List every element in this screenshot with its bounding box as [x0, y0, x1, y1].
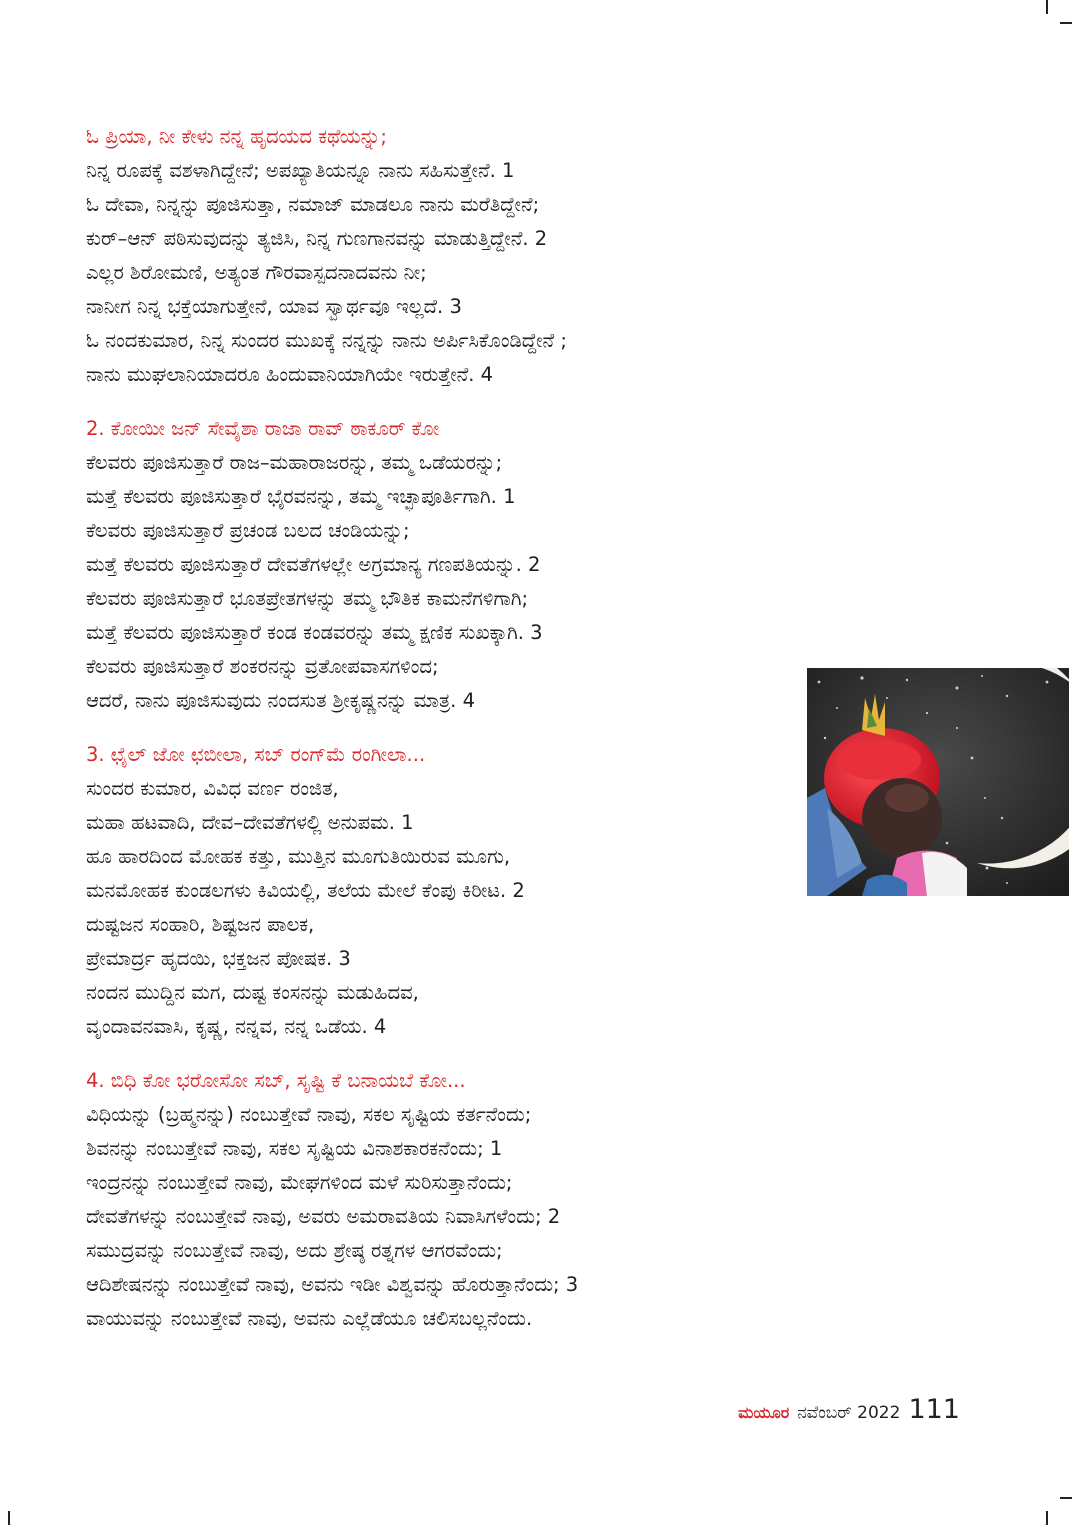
krishna-moon-illustration [807, 668, 1069, 896]
verse-line: ನಾನು ಮುಘಲಾನಿಯಾದರೂ ಹಿಂದುವಾನಿಯಾಗಿಯೇ ಇರುತ್ತೇನೆ. 4 [86, 363, 494, 386]
verse-line: ಎಲ್ಲರ ಶಿರೋಮಣಿ, ಅತ್ಯಂತ ಗೌರವಾಸ್ಪದನಾದವನು ನೀ; [86, 261, 427, 284]
verse-line: ಸುಂದರ ಕುಮಾರ, ವಿವಿಧ ವರ್ಣ ರಂಜಿತ, [86, 777, 339, 800]
issue-date: ನವೆಂಬರ್ 2022 [797, 1403, 901, 1423]
verse-line: ಓ ನಂದಕುಮಾರ, ನಿನ್ನ ಸುಂದರ ಮುಖಕ್ಕೆ ನನ್ನನ್ನು ನಾನು ಅರ್ಪಿಸಿಕೊಂಡಿದ್ದೇನೆ ; [86, 329, 567, 352]
stanza-4 [86, 1064, 806, 1336]
stanza-heading: ಓ ಪ್ರಿಯಾ, ನೀ ಕೇಳು ನನ್ನ ಹೃದಯದ ಕಥೆಯನ್ನು; [86, 125, 387, 148]
crop-mark-bottom-left [8, 1511, 10, 1525]
verse-line: ಇಂದ್ರನನ್ನು ನಂಬುತ್ತೇವೆ ನಾವು, ಮೇಘಗಳಿಂದ ಮಳೆ ಸುರಿಸುತ್ತಾನೆಂದು; [86, 1171, 513, 1194]
stanza-3 [86, 738, 806, 1044]
verse-line: ಕೆಲವರು ಪೂಜಿಸುತ್ತಾರೆ ಶಂಕರನನ್ನು ವ್ರತೋಪವಾಸಗಳಿಂದ; [86, 655, 439, 678]
stanza-heading: 4. ಬಿಧಿ ಕೋ ಭರೋಸೋ ಸಬ್, ಸೃಷ್ಟಿ ಕೆ ಬನಾಯಬೆ ಕೋ... [86, 1069, 466, 1092]
verse-line: ನಾನೀಗ ನಿನ್ನ ಭಕ್ತೆಯಾಗುತ್ತೇನೆ, ಯಾವ ಸ್ವಾರ್ಥವೂ ಇಲ್ಲದೆ. 3 [86, 295, 462, 318]
page-number: 111 [908, 1394, 960, 1425]
crop-mark-top-right [1046, 0, 1048, 14]
verse-line: ವಾಯುವನ್ನು ನಂಬುತ್ತೇವೆ ನಾವು, ಅವನು ಎಲ್ಲೆಡೆಯೂ ಚಲಿಸಬಲ್ಲನೆಂದು. [86, 1307, 533, 1330]
poem-content [86, 120, 806, 1356]
crop-mark-right-lower [1060, 1497, 1072, 1499]
stanza-heading: 2. ಕೋಯೀ ಜನ್ ಸೇವೈಶಾ ರಾಜಾ ರಾವ್ ಠಾಕೂರ್ ಕೋ [86, 417, 440, 440]
magazine-brand: ಮಯೂರ [738, 1403, 790, 1422]
verse-line: ಶಿವನನ್ನು ನಂಬುತ್ತೇವೆ ನಾವು, ಸಕಲ ಸೃಷ್ಟಿಯ ವಿನಾಶಕಾರಕನೆಂದು; 1 [86, 1137, 503, 1160]
verse-line: ವೃಂದಾವನವಾಸಿ, ಕೃಷ್ಣ, ನನ್ನವ, ನನ್ನ ಒಡೆಯ. 4 [86, 1015, 387, 1038]
verse-line: ಹೂ ಹಾರದಿಂದ ಮೋಹಕ ಕತ್ತು, ಮುತ್ತಿನ ಮೂಗುತಿಯಿರುವ ಮೂಗು, [86, 845, 511, 868]
verse-line: ಸಮುದ್ರವನ್ನು ನಂಬುತ್ತೇವೆ ನಾವು, ಅದು ಶ್ರೇಷ್ಠ ರತ್ನಗಳ ಆಗರವೆಂದು; [86, 1239, 503, 1262]
stanza-1 [86, 120, 806, 392]
verse-line: ಆದರೆ, ನಾನು ಪೂಜಿಸುವುದು ನಂದಸುತ ಶ್ರೀಕೃಷ್ಣನನ್ನು ಮಾತ್ರ. 4 [86, 689, 475, 712]
page-footer [738, 1394, 960, 1425]
crop-mark-right-upper [1060, 22, 1072, 24]
verse-line: ದೇವತೆಗಳನ್ನು ನಂಬುತ್ತೇವೆ ನಾವು, ಅವರು ಅಮರಾವತಿಯ ನಿವಾಸಿಗಳೆಂದು; 2 [86, 1205, 561, 1228]
verse-line: ಕೆಲವರು ಪೂಜಿಸುತ್ತಾರೆ ಭೂತಪ್ರೇತಗಳನ್ನು ತಮ್ಮ ಭೌತಿಕ ಕಾಮನೆಗಳಿಗಾಗಿ; [86, 587, 529, 610]
crop-mark-bottom-right [1046, 1511, 1048, 1525]
verse-line: ಓ ದೇವಾ, ನಿನ್ನನ್ನು ಪೂಜಿಸುತ್ತಾ, ನಮಾಜ್ ಮಾಡಲೂ ನಾನು ಮರೆತಿದ್ದೇನೆ; [86, 193, 540, 216]
verse-line: ನಂದನ ಮುದ್ದಿನ ಮಗ, ದುಷ್ಟ ಕಂಸನನ್ನು ಮಡುಹಿದವ, [86, 981, 419, 1004]
verse-line: ಕೆಲವರು ಪೂಜಿಸುತ್ತಾರೆ ರಾಜ–ಮಹಾರಾಜರನ್ನು, ತಮ್ಮ ಒಡೆಯರನ್ನು; [86, 451, 503, 474]
verse-line: ಮಹಾ ಹಟವಾದಿ, ದೇವ–ದೇವತೆಗಳಲ್ಲಿ ಅನುಪಮ. 1 [86, 811, 414, 834]
verse-line: ಮತ್ತೆ ಕೆಲವರು ಪೂಜಿಸುತ್ತಾರೆ ಭೈರವನನ್ನು, ತಮ್ಮ ಇಚ್ಛಾಪೂರ್ತಿಗಾಗಿ. 1 [86, 485, 516, 508]
stanza-heading: 3. ಛೈಲ್ ಜೋ ಛಬೀಲಾ, ಸಬ್ ರಂಗ್‌ಮೆ ರಂಗೀಲಾ... [86, 743, 426, 766]
verse-line: ಮನಮೋಹಕ ಕುಂಡಲಗಳು ಕಿವಿಯಲ್ಲಿ, ತಲೆಯ ಮೇಲೆ ಕೆಂಪು ಕಿರೀಟ. 2 [86, 879, 525, 902]
verse-line: ಆದಿಶೇಷನನ್ನು ನಂಬುತ್ತೇವೆ ನಾವು, ಅವನು ಇಡೀ ವಿಶ್ವವನ್ನು ಹೊರುತ್ತಾನೆಂದು; 3 [86, 1273, 579, 1296]
verse-line: ಮತ್ತೆ ಕೆಲವರು ಪೂಜಿಸುತ್ತಾರೆ ದೇವತೆಗಳಲ್ಲೇ ಅಗ್ರಮಾನ್ಯ ಗಣಪತಿಯನ್ನು. 2 [86, 553, 541, 576]
verse-line: ನಿನ್ನ ರೂಪಕ್ಕೆ ವಶಳಾಗಿದ್ದೇನೆ; ಅಪಖ್ಯಾತಿಯನ್ನೂ ನಾನು ಸಹಿಸುತ್ತೇನೆ. 1 [86, 159, 515, 182]
verse-line: ವಿಧಿಯನ್ನು (ಬ್ರಹ್ಮನನ್ನು) ನಂಬುತ್ತೇವೆ ನಾವು, ಸಕಲ ಸೃಷ್ಟಿಯ ಕರ್ತನೆಂದು; [86, 1103, 532, 1126]
stanza-2 [86, 412, 806, 718]
verse-line: ಕೆಲವರು ಪೂಜಿಸುತ್ತಾರೆ ಪ್ರಚಂಡ ಬಲದ ಚಂಡಿಯನ್ನು; [86, 519, 410, 542]
verse-line: ದುಷ್ಟಜನ ಸಂಹಾರಿ, ಶಿಷ್ಟಜನ ಪಾಲಕ, [86, 913, 315, 936]
verse-line: ಕುರ್–ಆನ್ ಪಠಿಸುವುದನ್ನು ತ್ಯಜಿಸಿ, ನಿನ್ನ ಗುಣಗಾನವನ್ನು ಮಾಡುತ್ತಿದ್ದೇನೆ. 2 [86, 227, 548, 250]
verse-line: ಮತ್ತೆ ಕೆಲವರು ಪೂಜಿಸುತ್ತಾರೆ ಕಂಡ ಕಂಡವರನ್ನು ತಮ್ಮ ಕ್ಷಣಿಕ ಸುಖಕ್ಕಾಗಿ. 3 [86, 621, 543, 644]
verse-line: ಪ್ರೇಮಾರ್ದ್ರ ಹೃದಯಿ, ಭಕ್ತಜನ ಪೋಷಕ. 3 [86, 947, 351, 970]
